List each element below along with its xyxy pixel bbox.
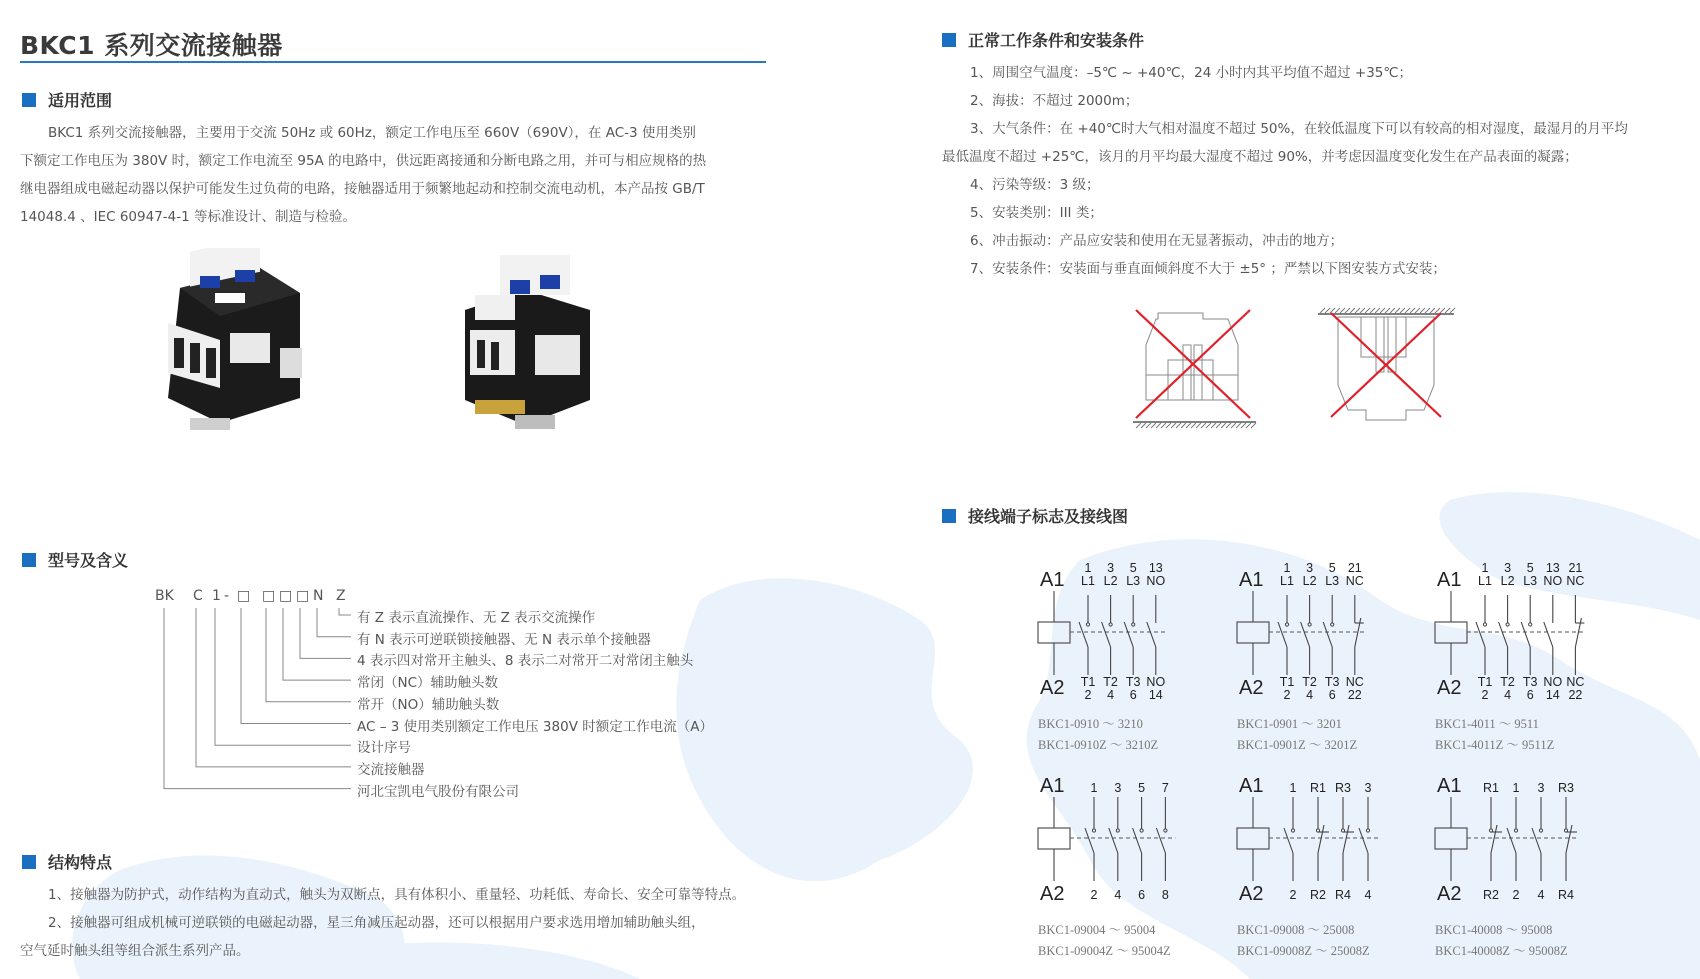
terminal-label: 5 (1328, 561, 1336, 575)
model-range-label: BKC1-09008Z ～ 25008Z (1237, 944, 1370, 958)
model-code-char: N (313, 588, 324, 604)
section-heading-scope (22, 88, 112, 111)
product-image-contactor-front (160, 248, 310, 440)
paragraph-line: 下额定工作电压为 380V 时，额定工作电流至 95A 的电路中，供远距离接通和分断电路之用，并可与相应规格的热 (20, 153, 707, 169)
coil-terminal-label: A2 (1437, 677, 1462, 699)
terminal-label: L3 (1325, 574, 1340, 588)
section-heading-text: 正常工作条件和安装条件 (968, 31, 1145, 50)
model-range-label: BKC1-09004 ～ 95004 (1038, 923, 1156, 937)
structure-paragraph (20, 881, 745, 965)
terminal-label: NC (1345, 675, 1364, 689)
model-code-char: 1 (212, 588, 221, 604)
model-range-label: BKC1-40008Z ～ 95008Z (1435, 944, 1568, 958)
forbidden-install-figure-2 (1316, 305, 1456, 430)
paragraph-line: 空气延时触头组等组合派生系列产品。 (20, 943, 250, 959)
terminal-label: 6 (1129, 688, 1137, 702)
terminal-label: 13 (1545, 561, 1560, 575)
terminal-label: R1 (1483, 781, 1499, 795)
terminal-label: L1 (1280, 574, 1294, 588)
terminal-label: 2 (1084, 688, 1092, 702)
paragraph-line: BKC1 系列交流接触器，主要用于交流 50Hz 或 60Hz，额定工作电压至 660V（690V），在 AC-3 使用类别 (48, 125, 696, 141)
terminal-label: 1 (1084, 561, 1092, 575)
model-range-label: BKC1-4011 ～ 9511 (1435, 717, 1539, 731)
section-heading-model (22, 548, 128, 571)
coil-terminal-label: A2 (1437, 883, 1462, 905)
model-code-char: BK (155, 588, 174, 604)
terminal-label: R4 (1558, 888, 1574, 902)
terminal-label: L3 (1126, 574, 1141, 588)
section-heading-conditions (942, 28, 1144, 51)
terminal-label: 2 (1090, 888, 1098, 902)
terminal-label: T3 (1324, 675, 1340, 689)
condition-item: 5、安装类别：III 类； (970, 205, 1103, 221)
terminal-label: T2 (1302, 675, 1317, 689)
terminal-label: 21 (1347, 561, 1362, 575)
model-range-label: BKC1-4011Z ～ 9511Z (1435, 738, 1555, 752)
terminal-label: L1 (1081, 574, 1095, 588)
condition-item: 7、安装条件：安装面与垂直面倾斜度不大于 ±5° ；严禁以下图安装方式安装； (970, 261, 1446, 277)
terminal-label: T2 (1500, 675, 1515, 689)
model-range-label: BKC1-0901 ～ 3201 (1237, 717, 1342, 731)
model-range-label: BKC1-09004Z ～ 95004Z (1038, 944, 1171, 958)
section-heading-text: 适用范围 (48, 91, 113, 110)
model-meaning-label: 常开（NO）辅助触头数 (357, 696, 500, 713)
section-marker-icon (22, 855, 36, 869)
model-meaning-label: 常闭（NC）辅助触头数 (357, 675, 499, 692)
terminal-label: R2 (1310, 888, 1326, 902)
model-meaning-label: AC – 3 使用类别额定工作电压 380V 时额定工作电流（A） (357, 718, 713, 735)
coil-terminal-label: A2 (1239, 883, 1264, 905)
terminal-label: R1 (1310, 781, 1326, 795)
section-heading-structure (22, 850, 112, 873)
terminal-label: L2 (1500, 574, 1515, 588)
condition-item: 2、海拔：不超过 2000m； (970, 93, 1139, 109)
terminal-label: 21 (1568, 561, 1583, 575)
section-heading-text: 型号及含义 (48, 551, 129, 570)
coil-terminal-label: A2 (1239, 677, 1264, 699)
terminal-label: 3 (1504, 561, 1512, 575)
terminal-label: NO (1146, 574, 1166, 588)
model-code-char: □ (279, 588, 293, 604)
terminal-label: 4 (1504, 688, 1512, 702)
terminal-label: 6 (1138, 888, 1146, 902)
condition-item: 4、污染等级：3 级； (970, 177, 1100, 193)
scope-paragraph (20, 119, 706, 231)
paragraph-line: 2、接触器可组成机械可逆联锁的电磁起动器，星三角减压起动器，还可以根据用户要求选用增加辅助触头组， (48, 915, 705, 931)
terminal-label: 13 (1148, 561, 1163, 575)
terminal-label: 1 (1090, 781, 1098, 795)
terminal-label: R4 (1335, 888, 1351, 902)
page-title: BKC1 系列交流接触器 (20, 31, 283, 60)
terminal-label: NC (1566, 675, 1585, 689)
terminal-label: 3 (1306, 561, 1314, 575)
model-meaning-label: 设计序号 (357, 740, 411, 757)
paragraph-line: 继电器组成电磁起动器以保护可能发生过负荷的电路，接触器适用于频繁地起动和控制交流电动机，本产品按 GB/T (20, 181, 705, 197)
terminal-label: L1 (1478, 574, 1492, 588)
model-range-label: BKC1-0910 ～ 3210 (1038, 717, 1143, 731)
terminal-label: 7 (1161, 781, 1169, 795)
coil-terminal-label: A1 (1239, 775, 1264, 797)
terminal-label: NO (1543, 574, 1563, 588)
terminal-label: 6 (1526, 688, 1534, 702)
terminal-label: 2 (1512, 888, 1520, 902)
coil-terminal-label: A1 (1437, 569, 1462, 591)
model-meaning-label: 有 Z 表示直流操作、无 Z 表示交流操作 (357, 610, 596, 626)
terminal-label: R3 (1558, 781, 1574, 795)
terminal-label: L2 (1302, 574, 1317, 588)
condition-item: 6、冲击振动：产品应安装和使用在无显著振动，冲击的地方； (970, 233, 1344, 249)
model-meaning-label: 交流接触器 (357, 761, 425, 778)
terminal-label: T3 (1125, 675, 1141, 689)
forbidden-install-figure-1 (1128, 305, 1263, 430)
coil-terminal-label: A2 (1040, 677, 1065, 699)
terminal-label: 1 (1289, 781, 1297, 795)
section-heading-text: 接线端子标志及接线图 (968, 507, 1129, 526)
coil-terminal-label: A1 (1239, 569, 1264, 591)
terminal-label: 5 (1526, 561, 1534, 575)
paragraph-line: 1、接触器为防护式，动作结构为直动式，触头为双断点，具有体积小、重量轻、功耗低、寿命长、安全可靠等特点。 (48, 887, 746, 903)
terminal-label: 5 (1138, 781, 1146, 795)
terminal-label: T3 (1522, 675, 1538, 689)
terminal-label: 14 (1148, 688, 1163, 702)
model-meaning-label: 有 N 表示可逆联锁接触器、无 N 表示单个接触器 (357, 631, 651, 648)
model-meaning-label: 4 表示四对常开主触头、8 表示二对常开二对常闭主触头 (357, 653, 694, 670)
terminal-label: NO (1146, 675, 1166, 689)
model-code-char: C (193, 588, 203, 604)
model-range-label: BKC1-40008 ～ 95008 (1435, 923, 1553, 937)
terminal-label: 3 (1114, 781, 1122, 795)
section-marker-icon (942, 33, 956, 47)
terminal-label: 3 (1537, 781, 1545, 795)
section-heading-text: 结构特点 (48, 853, 113, 872)
condition-item-continued: 最低温度不超过 +25℃，该月的月平均最大湿度不超过 90%，并考虑因温度变化发生在产品表面的凝露； (942, 149, 1578, 165)
terminal-label: 4 (1107, 688, 1115, 702)
model-range-label: BKC1-0910Z ～ 3210Z (1038, 738, 1159, 752)
terminal-label: 1 (1481, 561, 1489, 575)
terminal-label: 2 (1289, 888, 1297, 902)
model-code-char: □ (262, 588, 276, 604)
terminal-label: R2 (1483, 888, 1499, 902)
model-range-label: BKC1-0901Z ～ 3201Z (1237, 738, 1358, 752)
terminal-label: 4 (1364, 888, 1372, 902)
terminal-label: 1 (1512, 781, 1520, 795)
coil-terminal-label: A1 (1040, 569, 1065, 591)
section-marker-icon (22, 93, 36, 107)
terminal-label: R3 (1335, 781, 1351, 795)
terminal-label: NO (1543, 675, 1563, 689)
coil-terminal-label: A2 (1040, 883, 1065, 905)
terminal-label: L2 (1103, 574, 1118, 588)
model-code-char: □ (296, 588, 310, 604)
terminal-label: 6 (1328, 688, 1336, 702)
terminal-label: 2 (1481, 688, 1489, 702)
terminal-label: 14 (1545, 688, 1560, 702)
terminal-label: 1 (1283, 561, 1291, 575)
terminal-label: 22 (1347, 688, 1362, 702)
terminal-label: T1 (1279, 675, 1295, 689)
terminal-label: 4 (1114, 888, 1122, 902)
terminal-label: T1 (1477, 675, 1493, 689)
coil-terminal-label: A1 (1040, 775, 1065, 797)
conditions-list (942, 59, 1628, 283)
section-marker-icon (942, 509, 956, 523)
terminal-label: NC (1345, 574, 1364, 588)
model-code-char: - (224, 588, 230, 604)
terminal-label: NC (1566, 574, 1585, 588)
terminal-label: 3 (1364, 781, 1372, 795)
terminal-label: L3 (1523, 574, 1538, 588)
model-meaning-label: 河北宝凯电气股份有限公司 (357, 783, 519, 800)
terminal-label: 4 (1537, 888, 1545, 902)
terminal-label: 5 (1129, 561, 1137, 575)
terminal-label: 22 (1568, 688, 1583, 702)
terminal-label: T2 (1103, 675, 1118, 689)
condition-item: 3、大气条件：在 +40℃时大气相对温度不超过 50%，在较低温度下可以有较高的相对湿度，最湿月的月平均 (970, 121, 1628, 137)
product-image-contactor-angled (455, 250, 600, 442)
condition-item: 1、周围空气温度：–5℃ ~ +40℃，24 小时内其平均值不超过 +35℃； (970, 65, 1413, 81)
section-marker-icon (22, 553, 36, 567)
terminal-label: 4 (1306, 688, 1314, 702)
terminal-label: T1 (1080, 675, 1096, 689)
model-code-char: Z (336, 588, 346, 604)
coil-terminal-label: A1 (1437, 775, 1462, 797)
paragraph-line: 14048.4 、IEC 60947-4-1 等标准设计、制造与检验。 (20, 209, 357, 225)
terminal-label: 2 (1283, 688, 1291, 702)
title-divider (20, 61, 766, 63)
model-range-label: BKC1-09008 ～ 25008 (1237, 923, 1355, 937)
terminal-label: 3 (1107, 561, 1115, 575)
terminal-label: 8 (1161, 888, 1169, 902)
section-heading-wiring (942, 504, 1128, 527)
model-code-char: □ (237, 588, 251, 604)
